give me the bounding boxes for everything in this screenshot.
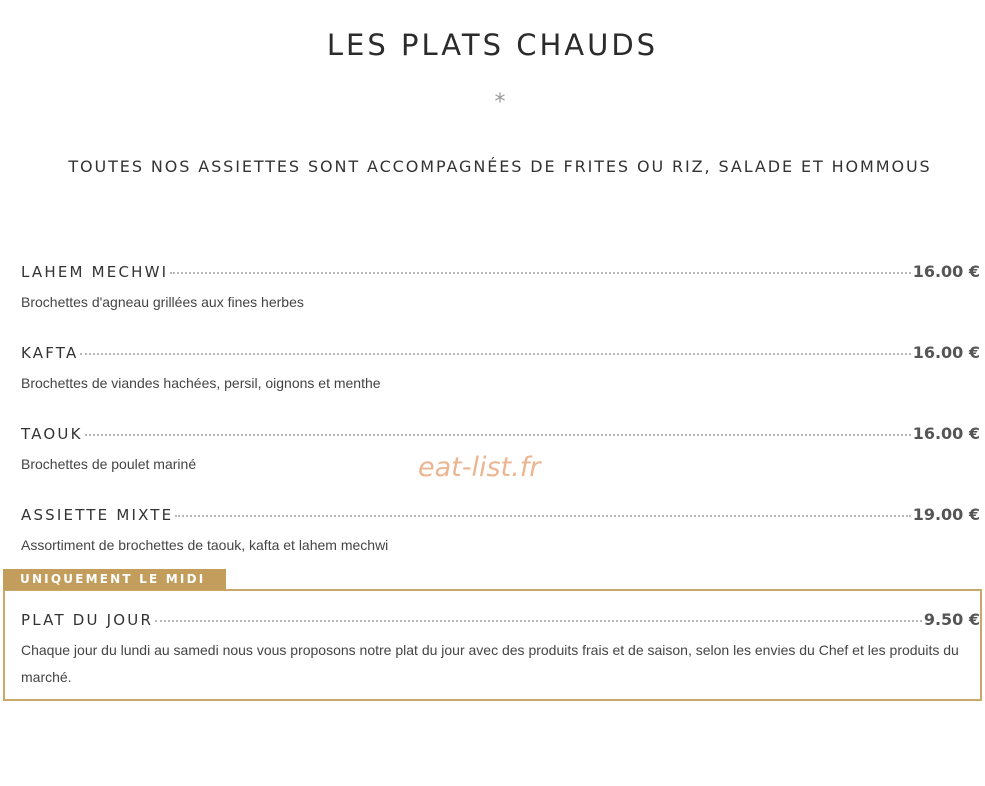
- menu-item-plat-du-jour: [21, 610, 980, 691]
- item-name: KAFTA: [21, 344, 79, 362]
- item-name: TAOUK: [21, 425, 83, 443]
- dotted-leader: [85, 434, 911, 436]
- menu-subtitle: TOUTES NOS ASSIETTES SONT ACCOMPAGNÉES DE FRITES OU RIZ, SALADE ET HOMMOUS: [68, 157, 932, 176]
- page-title: LES PLATS CHAUDS: [326, 28, 659, 62]
- watermark: eat-list.fr: [418, 452, 541, 483]
- item-price: 16.00 €: [912, 262, 980, 281]
- menu-item-lahem-mechwi: [21, 262, 980, 316]
- item-description: Brochettes de poulet mariné: [21, 456, 197, 472]
- menu-item-kafta: [21, 343, 980, 397]
- item-name: ASSIETTE MIXTE: [21, 506, 174, 524]
- item-name: PLAT DU JOUR: [21, 611, 154, 629]
- item-description: Assortiment de brochettes de taouk, kafta et lahem mechwi: [21, 537, 389, 553]
- dotted-leader: [170, 272, 910, 274]
- item-description: Brochettes d'agneau grillées aux fines herbes: [21, 294, 304, 310]
- item-price: 16.00 €: [912, 424, 980, 443]
- menu-item-assiette-mixte: [21, 505, 980, 559]
- item-price: 9.50 €: [923, 610, 980, 629]
- dotted-leader: [80, 353, 910, 355]
- item-description: Brochettes de viandes hachées, persil, oignons et menthe: [21, 375, 381, 391]
- dotted-leader: [175, 515, 910, 517]
- item-price: 16.00 €: [912, 343, 980, 362]
- ornament-star: *: [494, 90, 506, 115]
- item-description: Chaque jour du lundi au samedi nous vous proposons notre plat du jour avec des produits frais et de saison, selon les envies du Chef et les produits du marché.: [21, 642, 959, 685]
- dotted-leader: [155, 620, 922, 622]
- lunch-only-badge: UNIQUEMENT LE MIDI: [3, 569, 226, 590]
- item-price: 19.00 €: [912, 505, 980, 524]
- item-name: LAHEM MECHWI: [21, 263, 169, 281]
